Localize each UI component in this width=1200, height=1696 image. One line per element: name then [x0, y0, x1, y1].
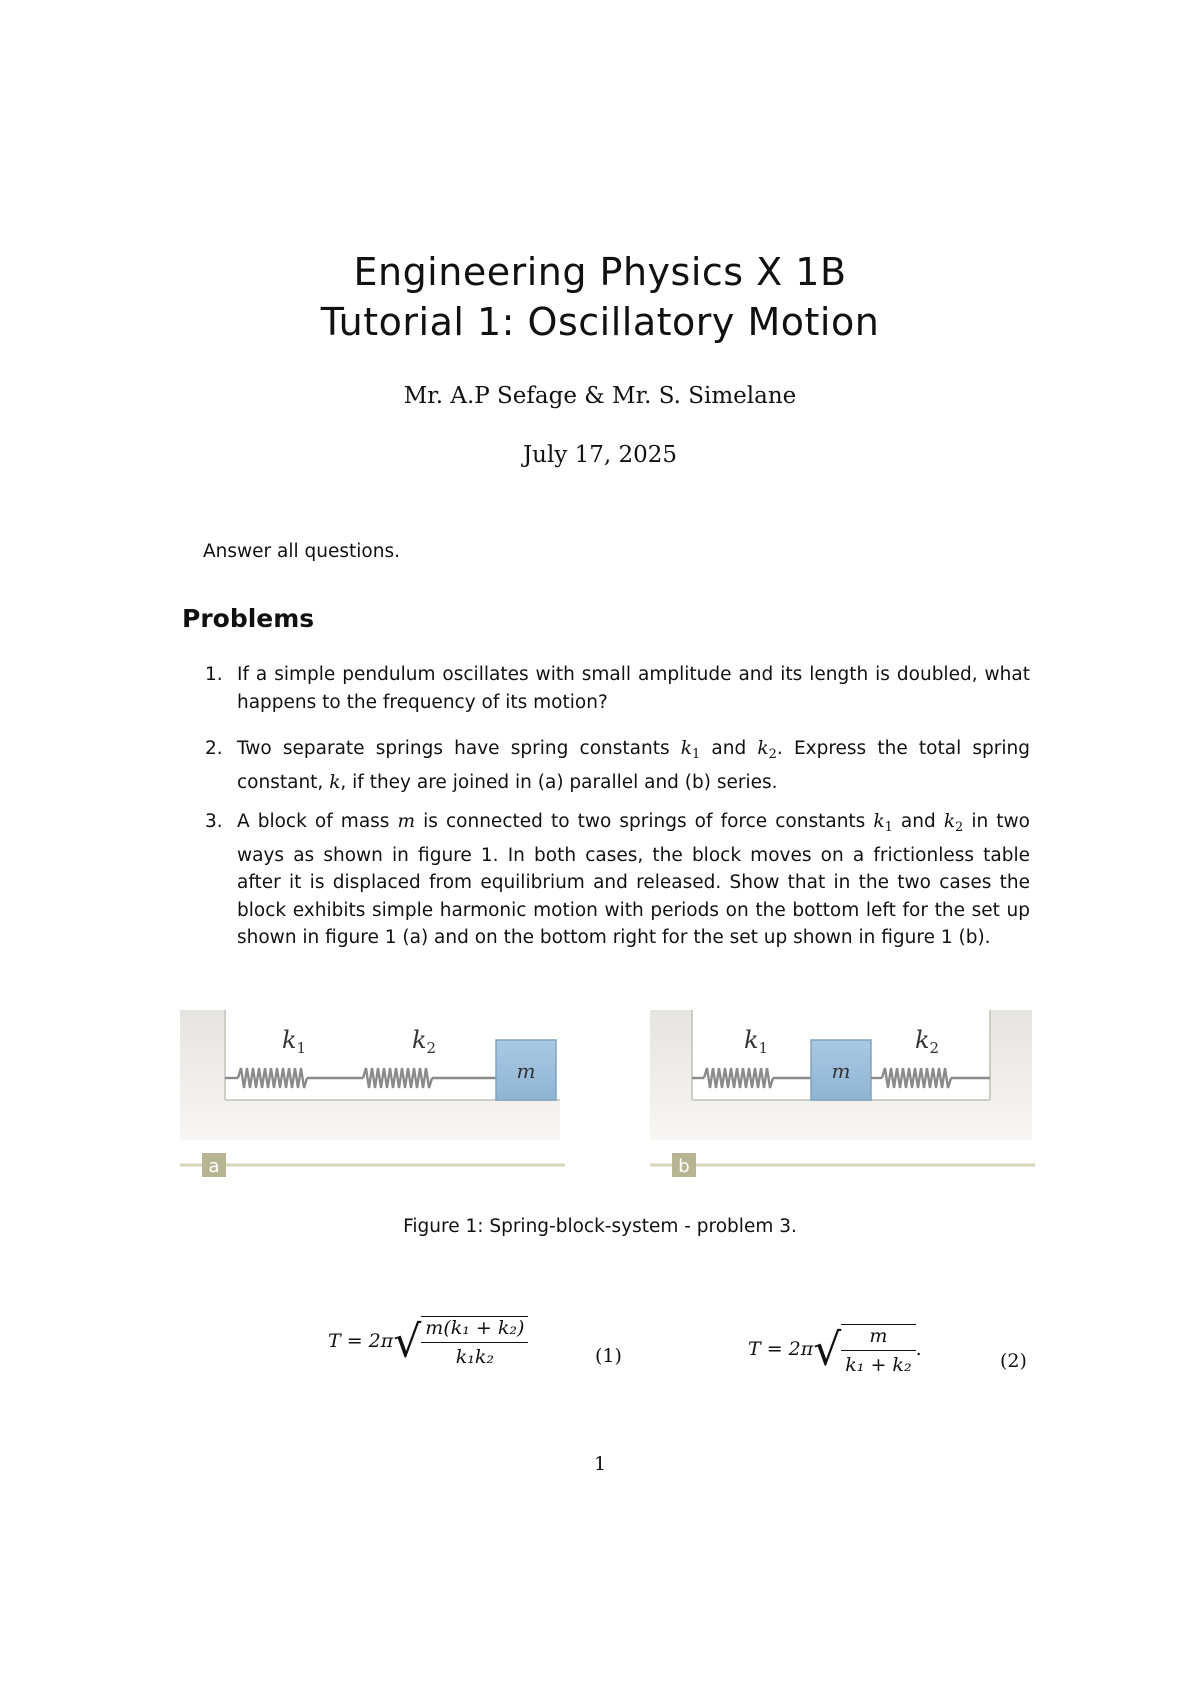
page-number: 1	[593, 1453, 607, 1475]
spring-k2	[871, 1068, 990, 1088]
problem-text: If a simple pendulum oscillates with small amplitude and its length is doubled, what happens to the frequency of its motion?	[237, 664, 1030, 713]
equation-lhs: T = 2π	[328, 1330, 394, 1352]
figure-panel-b	[650, 1010, 1035, 1185]
equation-denominator: k₁ + k₂	[845, 1354, 912, 1376]
authors: Mr. A.P Sefage & Mr. S. Simelane	[403, 383, 797, 409]
equation-numerator: m(k₁ + k₂)	[421, 1317, 528, 1343]
k1-label: $k_1$	[282, 1026, 307, 1057]
problem-text: Two separate springs have spring constants $k_1$ and $k_2$. Express the total spring constant, k, if they are joined in (a) parallel and (b) series.	[237, 738, 1030, 793]
equation-1-number: (1)	[595, 1345, 622, 1367]
panel-b-tag: b	[678, 1156, 690, 1177]
mass-label: m	[516, 1059, 536, 1083]
spring-k1	[692, 1068, 811, 1088]
date: July 17, 2025	[522, 442, 678, 468]
figure-caption: Figure 1: Spring-block-system - problem 3.	[403, 1216, 797, 1237]
problem-1	[205, 661, 1030, 716]
equation-lhs: T = 2π	[748, 1338, 814, 1360]
spring-k1	[225, 1068, 363, 1088]
k1-label: $k_1$	[744, 1026, 769, 1057]
problem-number: 2.	[205, 738, 223, 759]
problem-2	[205, 735, 1030, 796]
equation-numerator: m	[841, 1325, 915, 1351]
figure-panel-a	[180, 1010, 565, 1185]
k2-label: $k_2$	[915, 1026, 940, 1057]
intro-text: Answer all questions.	[203, 541, 400, 562]
section-heading: Problems	[182, 604, 315, 633]
problem-number: 3.	[205, 811, 223, 832]
equation-2: T = 2π√ $\frac{m}{\text{k₁ + k₂}}$ .	[748, 1324, 922, 1376]
problem-3	[205, 808, 1030, 952]
panel-a-tag: a	[208, 1156, 220, 1177]
spring-k2	[363, 1068, 496, 1088]
title-line-2: Tutorial 1: Oscillatory Motion	[320, 300, 880, 344]
equation-denominator: k₁k₂	[455, 1346, 494, 1368]
equation-1: T = 2π√ $\frac{\text{m(k₁ + k₂)}}{\text{k₁k₂}}$	[328, 1316, 528, 1368]
mass-label: m	[831, 1059, 851, 1083]
problem-number: 1.	[205, 664, 223, 685]
k2-label: $k_2$	[412, 1026, 437, 1057]
problem-text: A block of mass m is connected to two springs of force constants $k_1$ and $k_2$ in two ways as shown in figure 1. In both cases, the block moves on a frictionless table after it is displaced from equilibrium and released. Show that in the two cases the block exhibits simple harmonic motion with periods on the bottom left for the set up shown in figure 1 (a) and on the bottom right for the set up shown in figure 1 (b).	[237, 811, 1030, 948]
title-line-1: Engineering Physics X 1B	[353, 250, 847, 294]
equation-2-number: (2)	[1000, 1350, 1027, 1372]
